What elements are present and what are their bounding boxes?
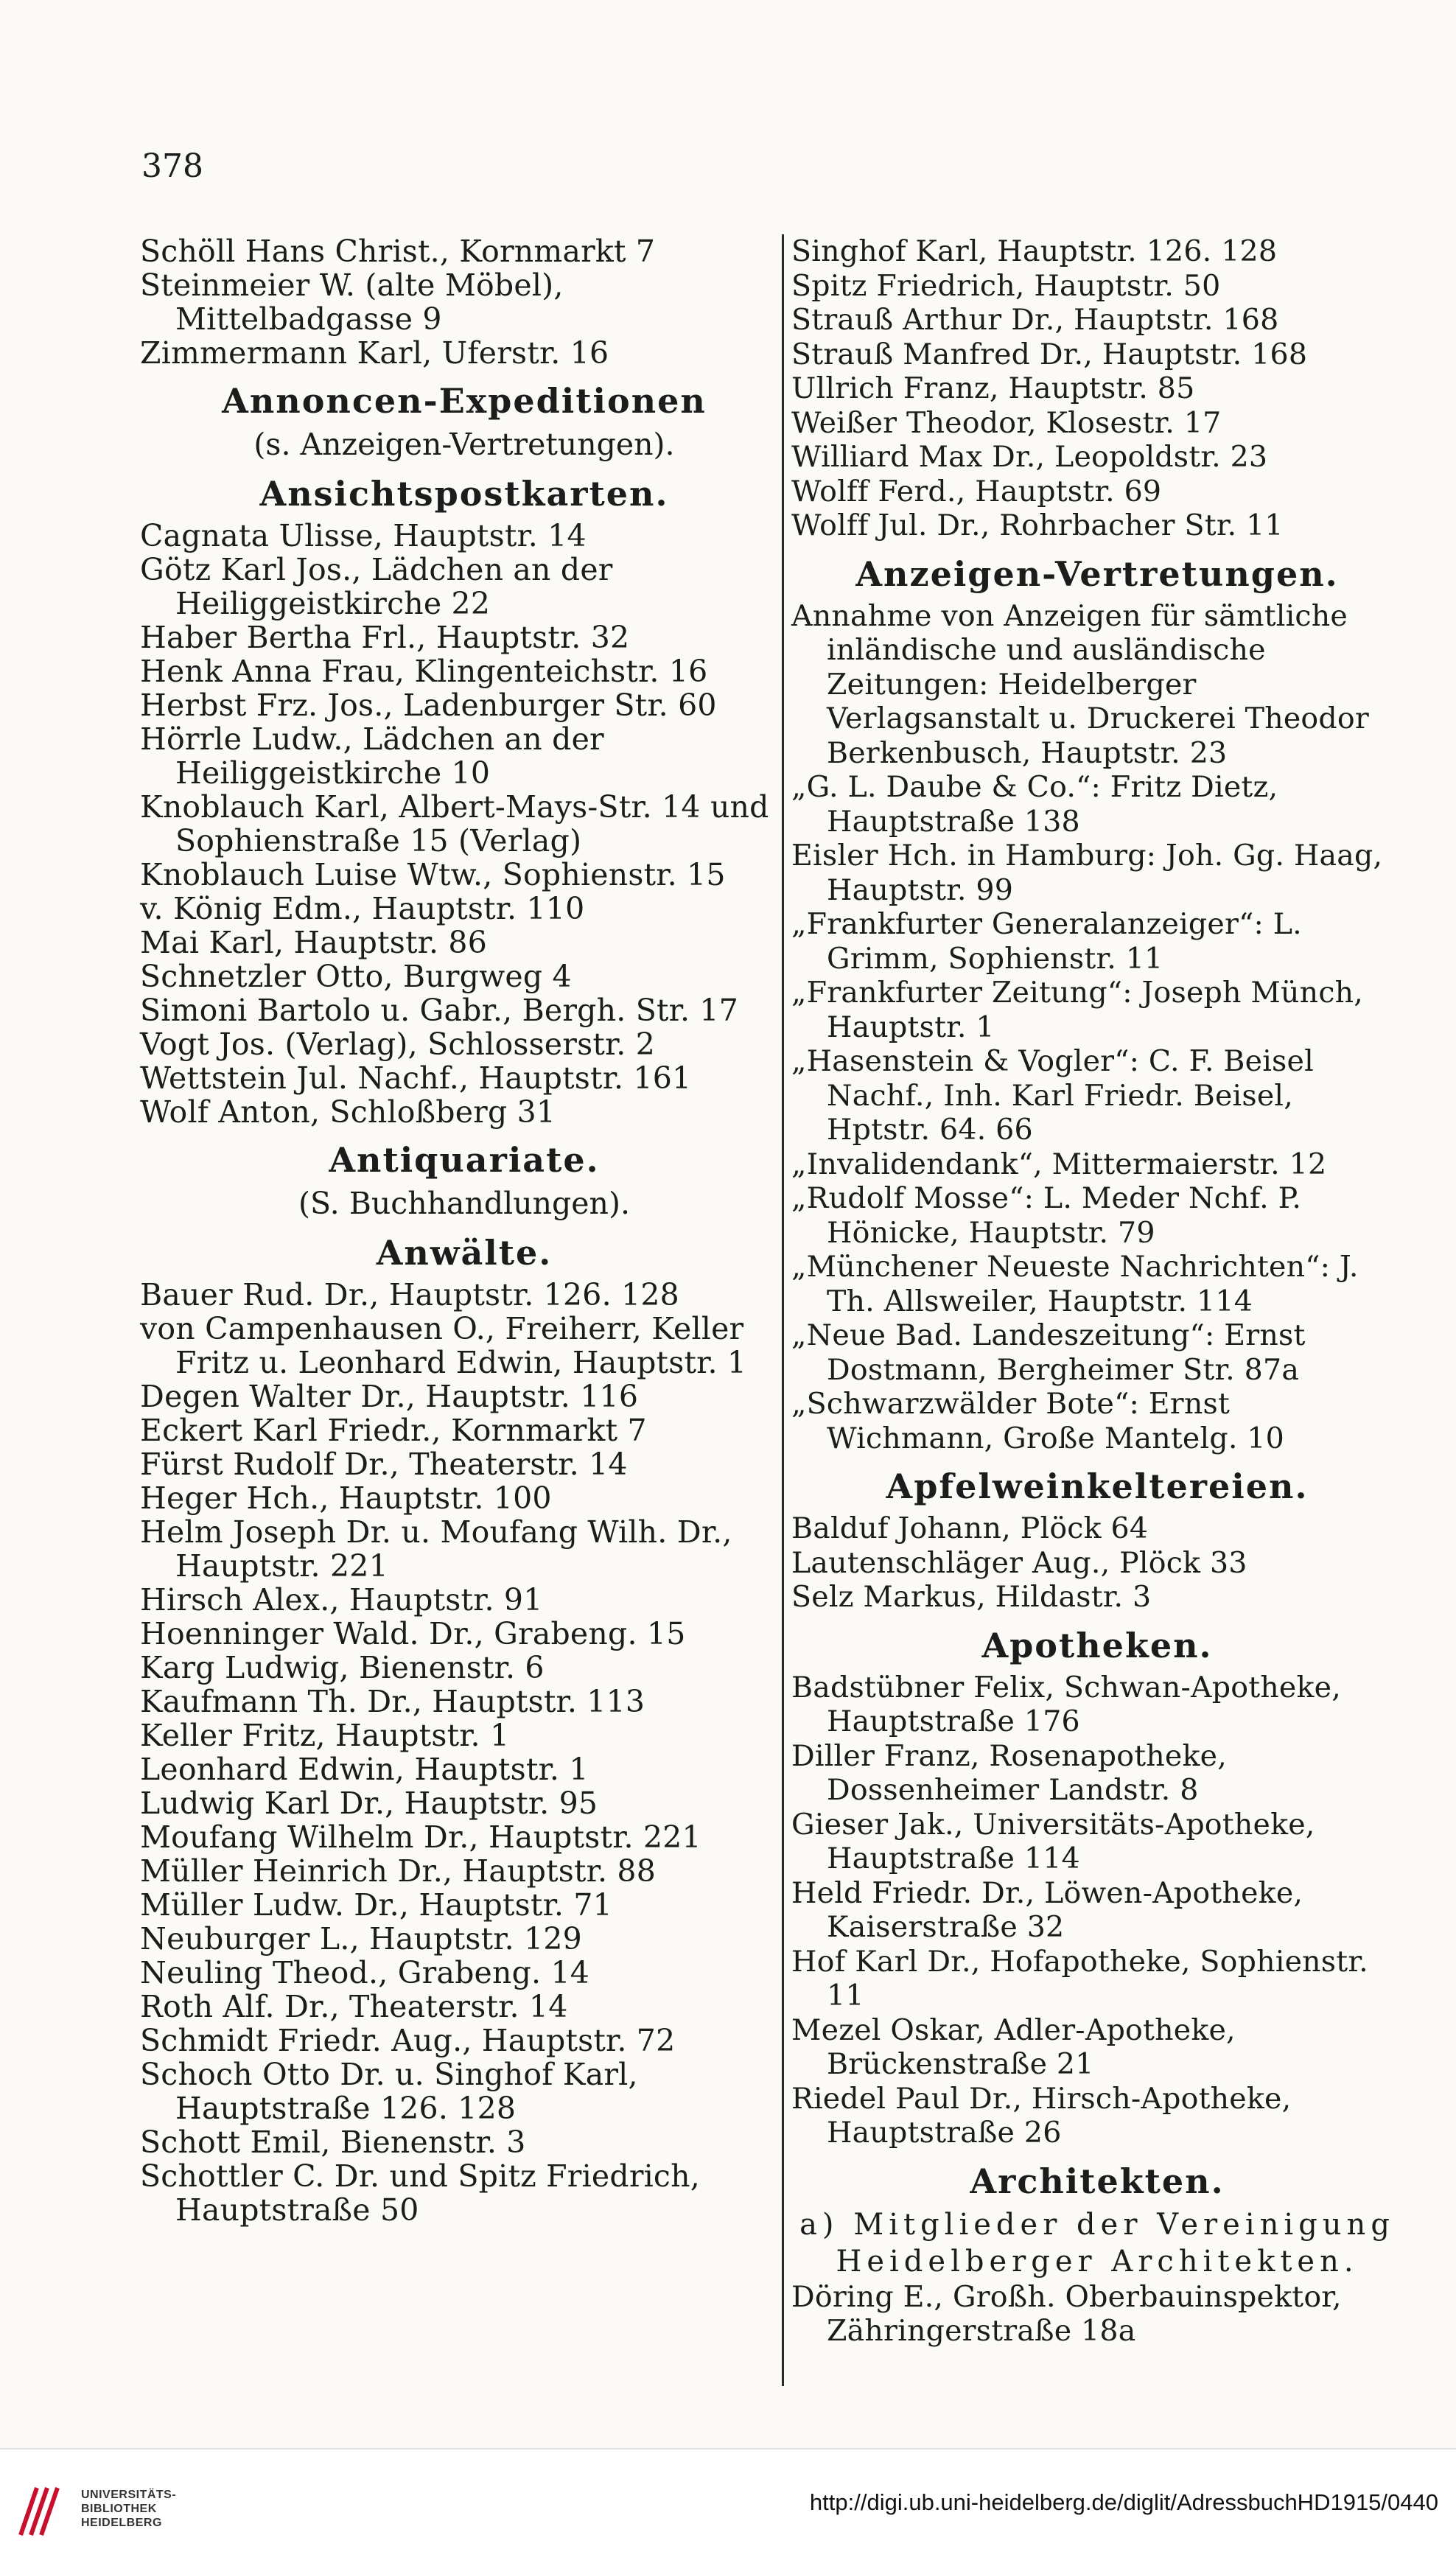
- directory-entry: Knoblauch Luise Wtw., Sophienstr. 15: [140, 857, 726, 892]
- left-column: [140, 234, 788, 2227]
- directory-entry: „Invalidendank“, Mittermaierstr. 12: [791, 1147, 1327, 1181]
- directory-entry: „Hasenstein & Vogler“: C. F. Beisel Nachf., Inh. Karl Friedr. Beisel, Hptstr. 64. 66: [791, 1044, 1314, 1147]
- directory-entry: Gieser Jak., Universitäts-Apotheke, Hauptstraße 114: [791, 1807, 1315, 1875]
- section-heading: Anzeigen-Vertretungen.: [855, 553, 1339, 594]
- section-heading: Anwälte.: [376, 1233, 553, 1273]
- directory-entry: Ludwig Karl Dr., Hauptstr. 95: [140, 1786, 598, 1821]
- directory-entry: Balduf Johann, Plöck 64: [791, 1511, 1149, 1545]
- directory-entry: Ullrich Franz, Hauptstr. 85: [791, 371, 1195, 405]
- directory-entry: Helm Joseph Dr. u. Moufang Wilh. Dr., Hauptstr. 221: [140, 1514, 732, 1584]
- directory-entry: Cagnata Ulisse, Hauptstr. 14: [140, 518, 587, 553]
- directory-entry: von Campenhausen O., Freiherr, Keller Fritz u. Leonhard Edwin, Hauptstr. 1: [140, 1311, 747, 1380]
- directory-entry: Held Friedr. Dr., Löwen-Apotheke, Kaiserstraße 32: [791, 1875, 1303, 1944]
- section-heading: Architekten.: [970, 2161, 1225, 2201]
- directory-entry: Herbst Frz. Jos., Ladenburger Str. 60: [140, 688, 717, 723]
- directory-entry: Schoch Otto Dr. u. Singhof Karl, Hauptstraße 126. 128: [140, 2057, 638, 2126]
- library-logo-icon: [15, 2480, 66, 2539]
- directory-entry: Neuburger L., Hauptstr. 129: [140, 1921, 582, 1957]
- directory-entry: Keller Fritz, Hauptstr. 1: [140, 1718, 510, 1753]
- directory-entry: Eckert Karl Friedr., Kornmarkt 7: [140, 1413, 647, 1448]
- subsection-heading: Heidelberger Architekten.: [836, 2244, 1359, 2279]
- directory-entry: „Schwarzwälder Bote“: Ernst Wichmann, Große Mantelg. 10: [791, 1387, 1285, 1455]
- directory-entry: Bauer Rud. Dr., Hauptstr. 126. 128: [140, 1277, 679, 1312]
- directory-entry: „G. L. Daube & Co.“: Fritz Dietz, Hauptstraße 138: [791, 770, 1278, 839]
- directory-entry: Fürst Rudolf Dr., Theaterstr. 14: [140, 1447, 628, 1482]
- logo-line: HEIDELBERG: [81, 2517, 162, 2529]
- subsection-heading: a) Mitglieder der Vereinigung: [799, 2207, 1395, 2242]
- directory-entry: Wolf Anton, Schloßberg 31: [140, 1094, 556, 1130]
- directory-entry: Hirsch Alex., Hauptstr. 91: [140, 1582, 543, 1618]
- directory-entry: Heger Hch., Hauptstr. 100: [140, 1480, 552, 1516]
- directory-entry: v. König Edm., Hauptstr. 110: [140, 891, 585, 926]
- directory-entry: Mai Karl, Hauptstr. 86: [140, 925, 487, 960]
- directory-entry: „Frankfurter Generalanzeiger“: L. Grimm, Sophienstr. 11: [791, 907, 1302, 976]
- directory-entry: Annahme von Anzeigen für sämtliche inländische und ausländische Zeitungen: Heidelberger Verlagsanstalt u. Druckerei Theodor Berkenbusch, Hauptstr. 23: [791, 598, 1369, 770]
- directory-entry: Döring E., Großh. Oberbauinspektor, Zähringerstraße 18a: [791, 2279, 1342, 2348]
- directory-entry: Kaufmann Th. Dr., Hauptstr. 113: [140, 1684, 645, 1719]
- directory-entry: Henk Anna Frau, Klingenteichstr. 16: [140, 654, 708, 689]
- directory-entry: Mezel Oskar, Adler-Apotheke, Brückenstraße 21: [791, 2013, 1236, 2081]
- directory-entry: Müller Ludw. Dr., Hauptstr. 71: [140, 1887, 612, 1923]
- directory-entry: Wolff Jul. Dr., Rohrbacher Str. 11: [791, 508, 1284, 542]
- directory-entry: Hoenninger Wald. Dr., Grabeng. 15: [140, 1616, 686, 1651]
- directory-entry: Williard Max Dr., Leopoldstr. 23: [791, 440, 1268, 474]
- directory-entry: „Frankfurter Zeitung“: Joseph Münch, Hauptstr. 1: [791, 976, 1364, 1044]
- directory-entry: Zimmermann Karl, Uferstr. 16: [140, 335, 609, 371]
- right-column: [791, 234, 1403, 2349]
- directory-entry: Haber Bertha Frl., Hauptstr. 32: [140, 620, 630, 655]
- viewer-footer: [0, 2448, 1456, 2563]
- directory-entry: Simoni Bartolo u. Gabr., Bergh. Str. 17: [140, 993, 738, 1028]
- directory-entry: Karg Ludwig, Bienenstr. 6: [140, 1650, 545, 1685]
- page-number: 378: [141, 147, 203, 185]
- directory-entry: Wettstein Jul. Nachf., Hauptstr. 161: [140, 1060, 692, 1096]
- directory-entry: Selz Markus, Hildastr. 3: [791, 1580, 1152, 1614]
- cross-reference-note: (s. Anzeigen-Vertretungen).: [253, 427, 675, 462]
- directory-entry: Schöll Hans Christ., Kornmarkt 7: [140, 234, 656, 269]
- directory-entry: Götz Karl Jos., Lädchen an der Heiliggeistkirche 22: [140, 552, 613, 621]
- directory-entry: Hof Karl Dr., Hofapotheke, Sophienstr. 11: [791, 1944, 1368, 2013]
- directory-entry: „Neue Bad. Landeszeitung“: Ernst Dostmann, Bergheimer Str. 87a: [791, 1318, 1306, 1387]
- directory-entry: Vogt Jos. (Verlag), Schlosserstr. 2: [140, 1027, 656, 1062]
- section-heading: Apfelweinkeltereien.: [886, 1466, 1309, 1506]
- directory-entry: Eisler Hch. in Hamburg: Joh. Gg. Haag, Hauptstr. 99: [791, 839, 1383, 907]
- directory-entry: Müller Heinrich Dr., Hauptstr. 88: [140, 1853, 656, 1889]
- directory-entry: Wolff Ferd., Hauptstr. 69: [791, 474, 1162, 508]
- directory-entry: Strauß Arthur Dr., Hauptstr. 168: [791, 303, 1279, 337]
- directory-entry: Strauß Manfred Dr., Hauptstr. 168: [791, 337, 1308, 371]
- logo-line: UNIVERSITÄTS-: [81, 2489, 177, 2501]
- directory-entry: Degen Walter Dr., Hauptstr. 116: [140, 1379, 639, 1414]
- logo-line: BIBLIOTHEK: [81, 2503, 157, 2515]
- section-heading: Ansichtspostkarten.: [259, 474, 669, 514]
- directory-entry: Lautenschläger Aug., Plöck 33: [791, 1545, 1247, 1580]
- directory-entry: Schmidt Friedr. Aug., Hauptstr. 72: [140, 2023, 676, 2058]
- directory-entry: Knoblauch Karl, Albert-Mays-Str. 14 und Sophienstraße 15 (Verlag): [140, 789, 769, 859]
- permalink-url[interactable]: http://digi.ub.uni-heidelberg.de/diglit/AdressbuchHD1915/0440: [809, 2489, 1438, 2515]
- section-heading: Annoncen-Expeditionen: [222, 381, 707, 421]
- directory-entry: Moufang Wilhelm Dr., Hauptstr. 221: [140, 1819, 701, 1855]
- directory-entry: Schott Emil, Bienenstr. 3: [140, 2125, 526, 2160]
- directory-entry: Steinmeier W. (alte Möbel), Mittelbadgasse 9: [140, 268, 564, 337]
- directory-entry: „Münchener Neueste Nachrichten“: J. Th. Allsweiler, Hauptstr. 114: [791, 1250, 1359, 1318]
- directory-entry: Schottler C. Dr. und Spitz Friedrich, Hauptstraße 50: [140, 2158, 700, 2228]
- section-heading: Antiquariate.: [329, 1140, 600, 1180]
- directory-entry: Hörrle Ludw., Lädchen an der Heiliggeistkirche 10: [140, 721, 604, 791]
- library-logo-text: [81, 2488, 176, 2530]
- directory-entry: Leonhard Edwin, Hauptstr. 1: [140, 1752, 589, 1787]
- directory-entry: Badstübner Felix, Schwan-Apotheke, Hauptstraße 176: [791, 1670, 1341, 1738]
- directory-entry: „Rudolf Mosse“: L. Meder Nchf. P. Hönicke, Hauptstr. 79: [791, 1181, 1302, 1250]
- cross-reference-note: (S. Buchhandlungen).: [298, 1186, 630, 1221]
- directory-entry: Spitz Friedrich, Hauptstr. 50: [791, 268, 1221, 303]
- directory-entry: Diller Franz, Rosenapotheke, Dossenheimer Landstr. 8: [791, 1738, 1227, 1807]
- section-heading: Apotheken.: [981, 1625, 1213, 1665]
- directory-entry: Singhof Karl, Hauptstr. 126. 128: [791, 234, 1278, 268]
- directory-entry: Weißer Theodor, Klosestr. 17: [791, 405, 1222, 440]
- directory-entry: Schnetzler Otto, Burgweg 4: [140, 959, 572, 994]
- directory-entry: Roth Alf. Dr., Theaterstr. 14: [140, 1989, 568, 2024]
- directory-entry: Riedel Paul Dr., Hirsch-Apotheke, Hauptstraße 26: [791, 2081, 1292, 2150]
- directory-entry: Neuling Theod., Grabeng. 14: [140, 1955, 590, 1990]
